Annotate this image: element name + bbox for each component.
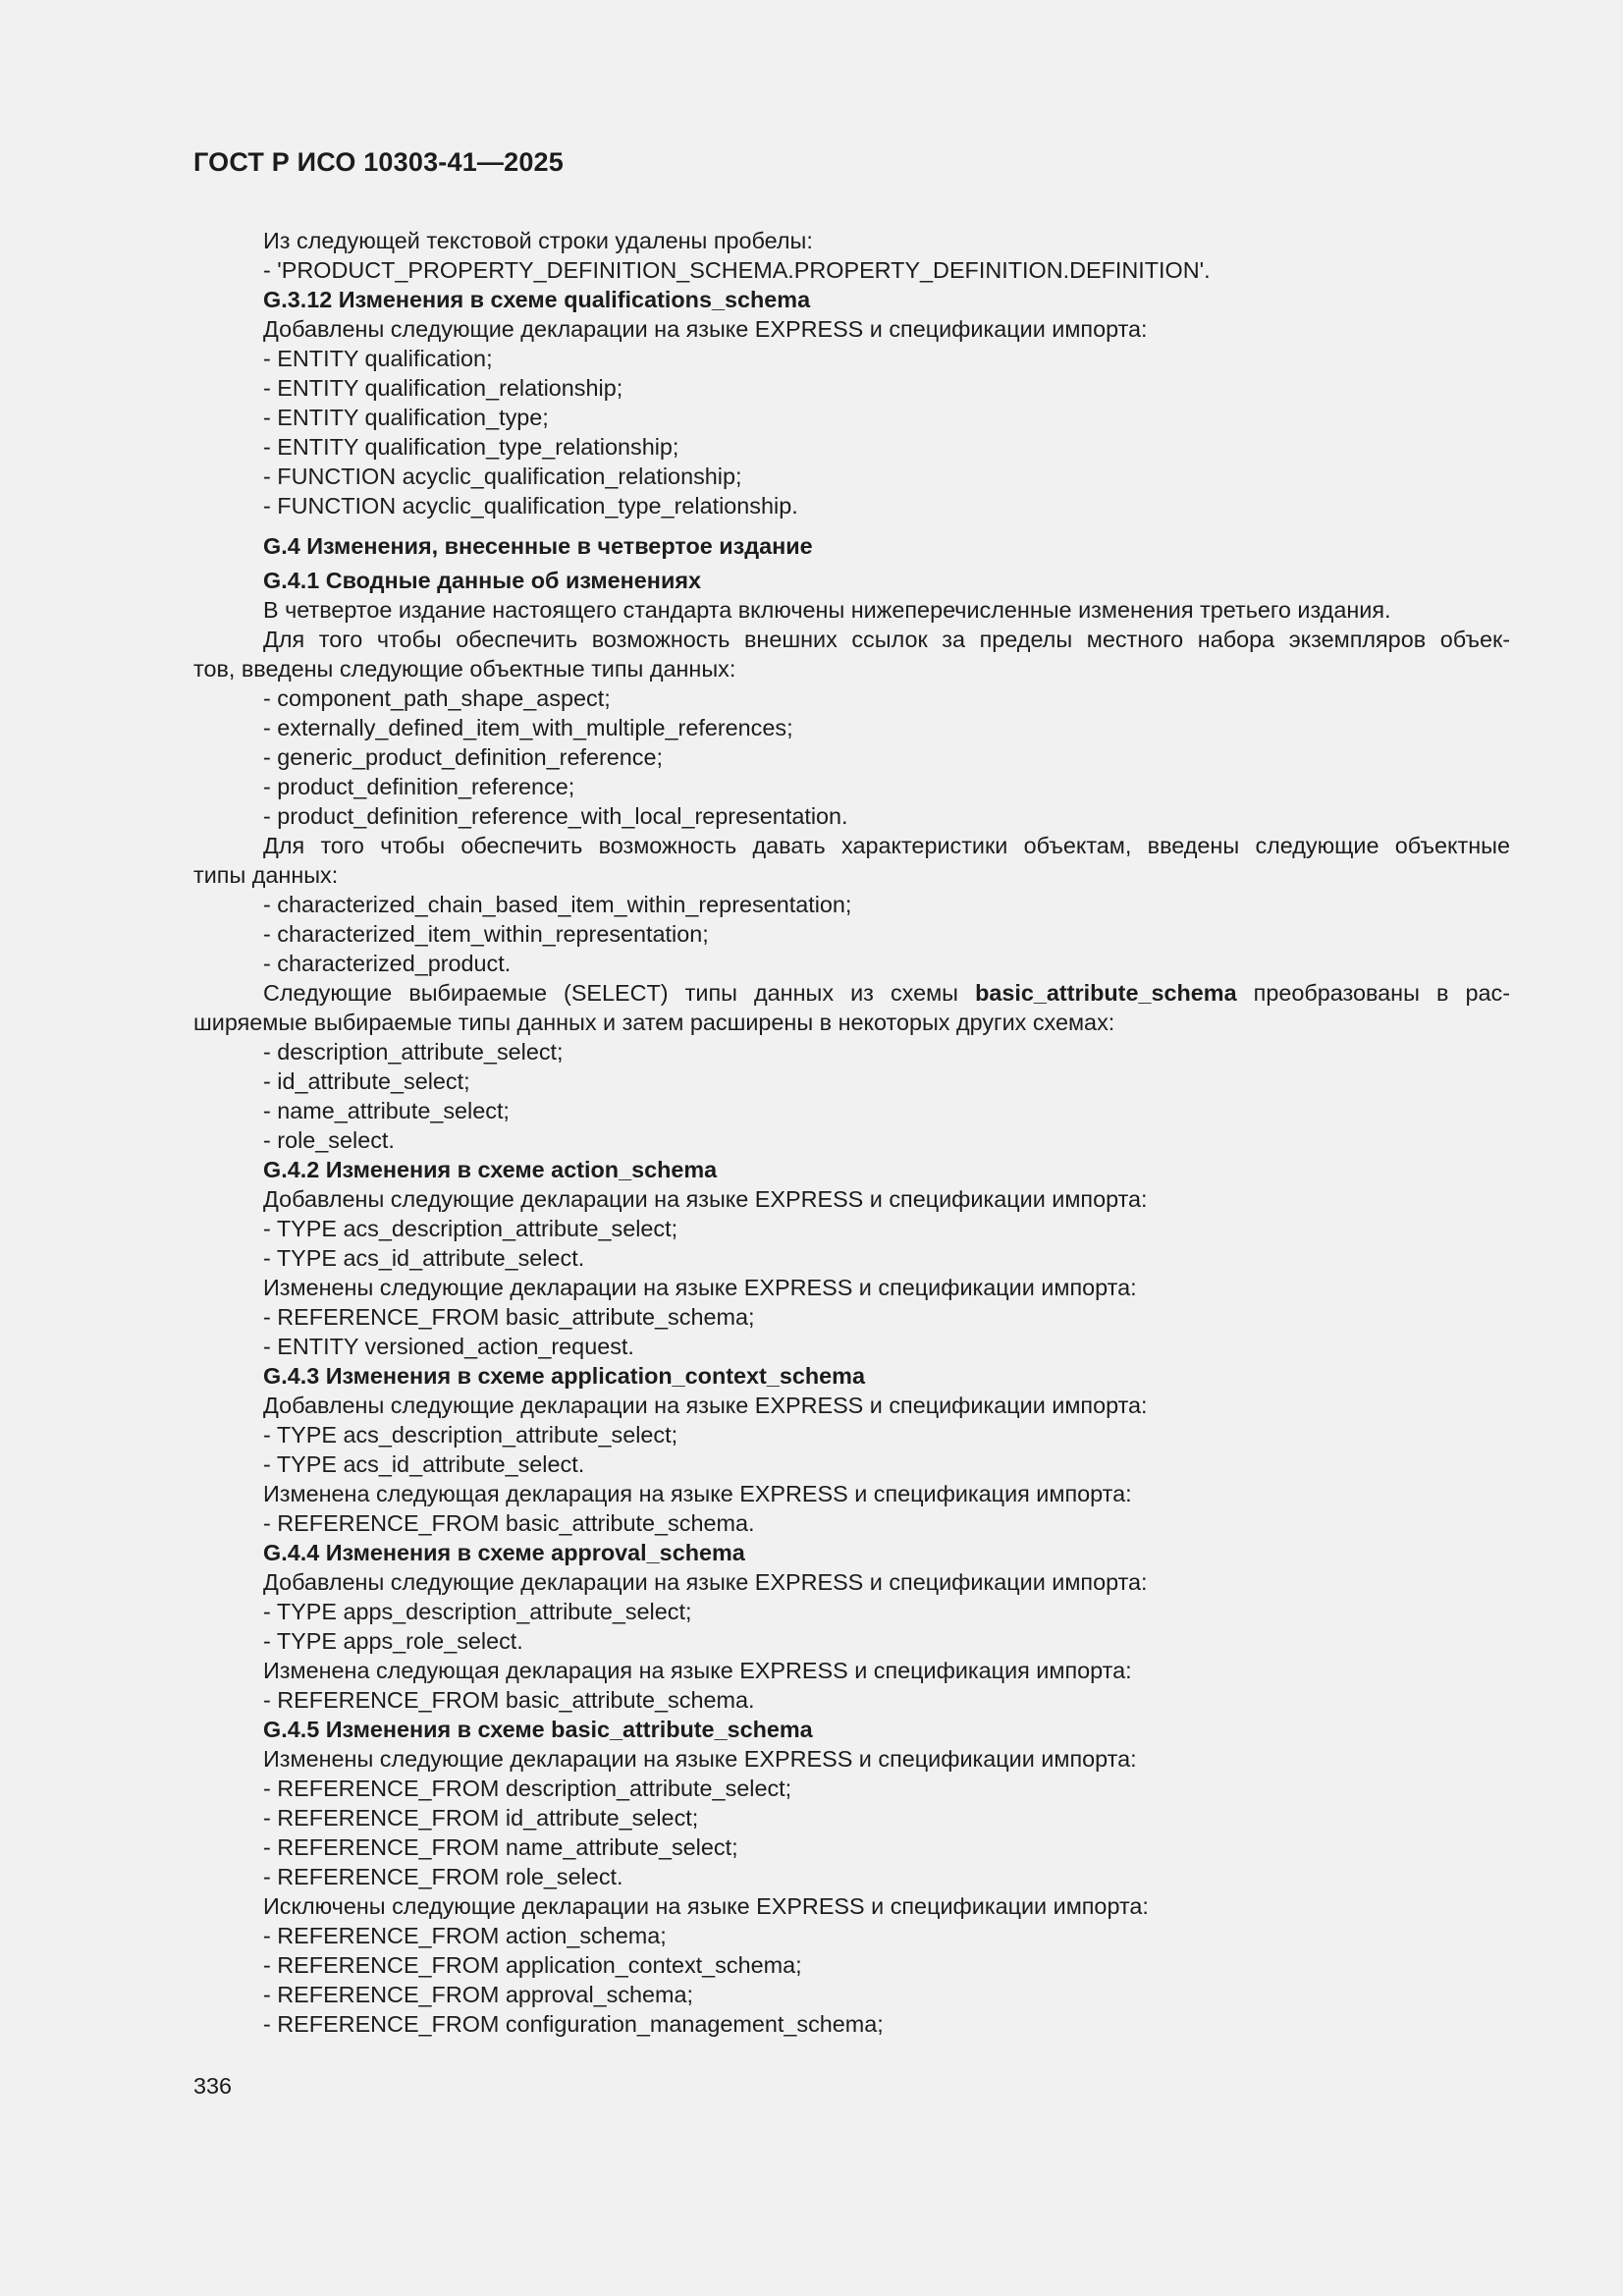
list-item: - TYPE acs_description_attribute_select; — [263, 1216, 678, 1241]
list-item: - product_definition_reference_with_local_representation. — [263, 803, 848, 829]
paragraph-line: типы данных: — [193, 862, 339, 888]
paragraph-text: Следующие выбираемые (SELECT) типы данных из схемы — [263, 980, 976, 1006]
text-line: Изменена следующая декларация на языке EXPRESS и спецификация импорта: — [263, 1658, 1132, 1683]
list-item: - TYPE acs_id_attribute_select. — [263, 1451, 585, 1477]
list-item: - component_path_shape_aspect; — [263, 685, 611, 711]
section-heading-g42: G.4.2 Изменения в схеме action_schema — [263, 1157, 718, 1182]
list-item: - id_attribute_select; — [263, 1068, 470, 1094]
list-item: - TYPE apps_description_attribute_select; — [263, 1599, 692, 1624]
list-item: - ENTITY qualification_type; — [263, 405, 549, 430]
paragraph-line — [193, 978, 1510, 1008]
paragraph-line: Для того чтобы обеспечить возможность давать характеристики объектам, введены следующие объектные — [263, 833, 1510, 858]
text-line: Исключены следующие декларации на языке EXPRESS и спецификации импорта: — [263, 1893, 1149, 1919]
list-item: - characterized_item_within_representation; — [263, 921, 709, 947]
list-item: - FUNCTION acyclic_qualification_type_relationship. — [263, 493, 798, 519]
list-item: - externally_defined_item_with_multiple_references; — [263, 715, 793, 740]
list-item: - ENTITY versioned_action_request. — [263, 1334, 634, 1359]
text-line: Изменены следующие декларации на языке EXPRESS и спецификации импорта: — [263, 1746, 1137, 1772]
list-item: - REFERENCE_FROM basic_attribute_schema; — [263, 1304, 755, 1330]
list-item: - ENTITY qualification_type_relationship; — [263, 434, 679, 460]
list-item: - TYPE apps_role_select. — [263, 1628, 523, 1654]
list-item: - REFERENCE_FROM description_attribute_select; — [263, 1776, 792, 1801]
list-item: - REFERENCE_FROM id_attribute_select; — [263, 1805, 699, 1831]
text-line: Добавлены следующие декларации на языке EXPRESS и спецификации импорта: — [263, 1393, 1148, 1418]
list-item: - REFERENCE_FROM name_attribute_select; — [263, 1834, 738, 1860]
list-item: - name_attribute_select; — [263, 1098, 510, 1123]
list-item: - REFERENCE_FROM basic_attribute_schema. — [263, 1687, 755, 1713]
section-heading-g43: G.4.3 Изменения в схеме application_context_schema — [263, 1363, 865, 1389]
standard-header: ГОСТ Р ИСО 10303-41—2025 — [193, 147, 564, 177]
list-item: - FUNCTION acyclic_qualification_relationship; — [263, 464, 742, 489]
section-heading-g312: G.3.12 Изменения в схеме qualifications_schema — [263, 287, 811, 312]
text-line: Изменены следующие декларации на языке EXPRESS и спецификации импорта: — [263, 1275, 1137, 1300]
paragraph-line: тов, введены следующие объектные типы данных: — [193, 656, 736, 682]
list-item: - characterized_chain_based_item_within_representation; — [263, 892, 852, 917]
list-item: - REFERENCE_FROM role_select. — [263, 1864, 623, 1889]
list-item: - REFERENCE_FROM basic_attribute_schema. — [263, 1510, 755, 1536]
section-heading-g45: G.4.5 Изменения в схеме basic_attribute_schema — [263, 1717, 813, 1742]
page-number: 336 — [193, 2073, 233, 2099]
list-item: - REFERENCE_FROM application_context_schema; — [263, 1952, 802, 1978]
text-line: Из следующей текстовой строки удалены пробелы: — [263, 228, 813, 253]
section-heading-g44: G.4.4 Изменения в схеме approval_schema — [263, 1540, 745, 1565]
text-line: Добавлены следующие декларации на языке EXPRESS и спецификации импорта: — [263, 1569, 1148, 1595]
list-item: - role_select. — [263, 1127, 395, 1153]
text-line: В четвертое издание настоящего стандарта включены нижеперечисленные изменения третьего издания. — [263, 597, 1391, 623]
list-item: - ENTITY qualification_relationship; — [263, 375, 623, 401]
paragraph-text: преобразованы в рас- — [1236, 980, 1510, 1006]
list-item: - generic_product_definition_reference; — [263, 744, 663, 770]
schema-name-bold: basic_attribute_schema — [975, 980, 1237, 1006]
section-heading-g41: G.4.1 Сводные данные об изменениях — [263, 568, 701, 593]
list-item: - ENTITY qualification; — [263, 346, 493, 371]
list-item: - characterized_product. — [263, 951, 512, 976]
text-line: Добавлены следующие декларации на языке EXPRESS и спецификации импорта: — [263, 316, 1148, 342]
paragraph-line: ширяемые выбираемые типы данных и затем расширены в некоторых других схемах: — [193, 1010, 1115, 1035]
section-heading-g4: G.4 Изменения, внесенные в четвертое издание — [263, 533, 813, 559]
page-body — [193, 226, 1510, 2039]
list-item: - REFERENCE_FROM approval_schema; — [263, 1982, 694, 2007]
list-item: - description_attribute_select; — [263, 1039, 564, 1065]
paragraph-line: Для того чтобы обеспечить возможность внешних ссылок за пределы местного набора экземпляров объек- — [263, 627, 1510, 652]
text-line: - 'PRODUCT_PROPERTY_DEFINITION_SCHEMA.PROPERTY_DEFINITION.DEFINITION'. — [263, 257, 1211, 283]
list-item: - TYPE acs_id_attribute_select. — [263, 1245, 585, 1271]
text-line: Добавлены следующие декларации на языке EXPRESS и спецификации импорта: — [263, 1186, 1148, 1212]
text-line: Изменена следующая декларация на языке EXPRESS и спецификация импорта: — [263, 1481, 1132, 1506]
list-item: - REFERENCE_FROM configuration_management_schema; — [263, 2011, 884, 2037]
list-item: - product_definition_reference; — [263, 774, 575, 799]
list-item: - TYPE acs_description_attribute_select; — [263, 1422, 678, 1448]
list-item: - REFERENCE_FROM action_schema; — [263, 1923, 667, 1948]
